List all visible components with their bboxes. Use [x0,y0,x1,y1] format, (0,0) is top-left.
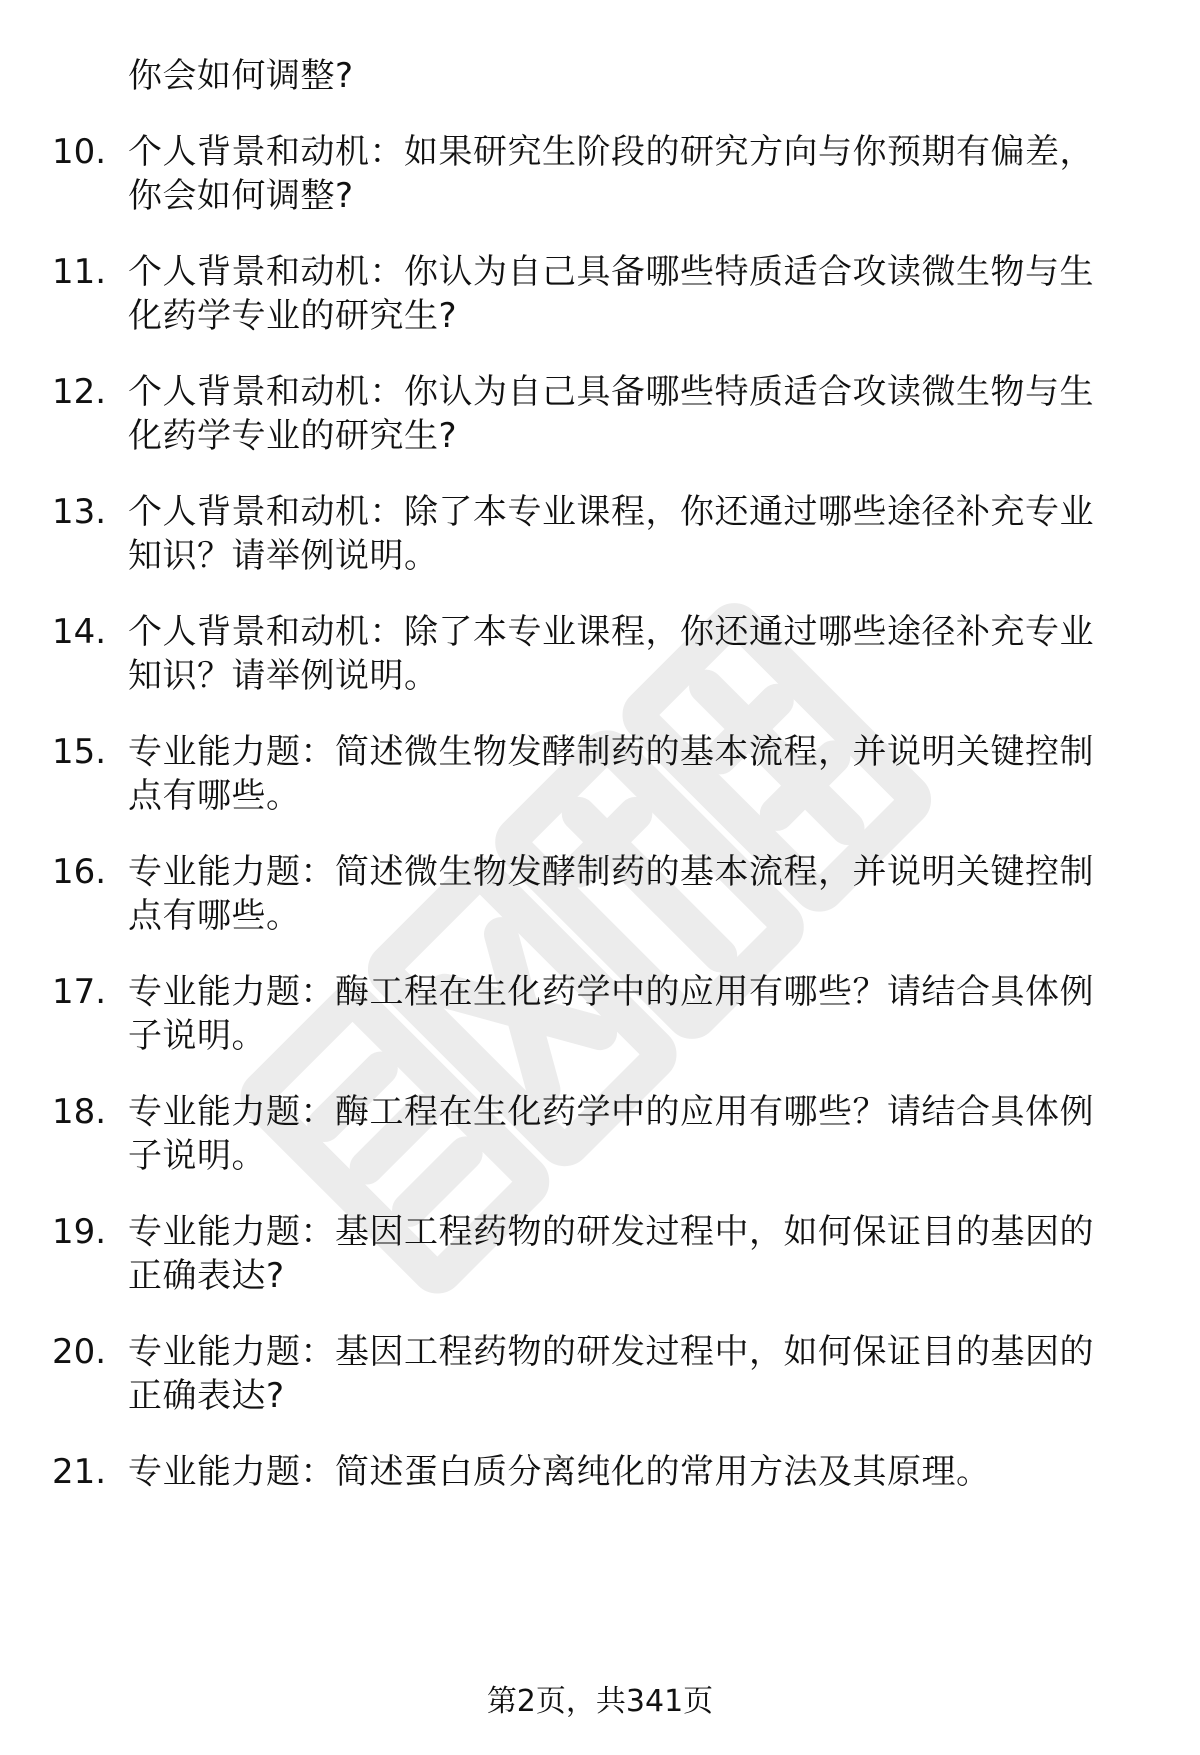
question-text-line: 专业能力题：简述微生物发酵制药的基本流程，并说明关键控制 [128,732,1094,772]
page-footer: 第2页，共341页 [486,1684,714,1719]
question-text-line: 知识？请举例说明。 [128,656,439,696]
question-number: 13. [52,492,107,532]
question-text-line: 专业能力题：简述蛋白质分离纯化的常用方法及其原理。 [128,1452,991,1492]
question-text-line: 专业能力题：基因工程药物的研发过程中，如何保证目的基因的 [128,1332,1094,1372]
question-number: 16. [52,852,107,892]
question-text-line: 专业能力题：酶工程在生化药学中的应用有哪些？请结合具体例 [128,972,1094,1012]
question-number: 11. [52,252,107,292]
question-text-line: 个人背景和动机：你认为自己具备哪些特质适合攻读微生物与生 [128,252,1094,292]
question-text-line: 专业能力题：简述微生物发酵制药的基本流程，并说明关键控制 [128,852,1094,892]
question-text-line: 个人背景和动机：除了本专业课程，你还通过哪些途径补充专业 [128,492,1094,532]
question-number: 12. [52,372,107,412]
question-text-line: 正确表达? [128,1256,285,1296]
question-text-line: 你会如何调整? [128,176,354,216]
question-text-line: 个人背景和动机：如果研究生阶段的研究方向与你预期有偏差， [128,132,1094,172]
question-text-line: 点有哪些。 [128,896,301,936]
question-number: 14. [52,612,107,652]
question-number: 20. [52,1332,107,1372]
question-text-line: 子说明。 [128,1136,266,1176]
question-continued-line: 你会如何调整? [128,56,354,96]
question-text-line: 化药学专业的研究生? [128,416,458,456]
question-text-line: 专业能力题：基因工程药物的研发过程中，如何保证目的基因的 [128,1212,1094,1252]
question-text-line: 正确表达? [128,1376,285,1416]
question-number: 10. [52,132,107,172]
question-number: 19. [52,1212,107,1252]
question-text-line: 点有哪些。 [128,776,301,816]
question-text-line: 子说明。 [128,1016,266,1056]
question-text-line: 知识？请举例说明。 [128,536,439,576]
question-text-line: 化药学专业的研究生? [128,296,458,336]
question-text-line: 个人背景和动机：你认为自己具备哪些特质适合攻读微生物与生 [128,372,1094,412]
question-number: 17. [52,972,107,1012]
question-number: 18. [52,1092,107,1132]
question-number: 15. [52,732,107,772]
question-text-line: 专业能力题：酶工程在生化药学中的应用有哪些？请结合具体例 [128,1092,1094,1132]
question-number: 21. [52,1452,107,1492]
question-text-line: 个人背景和动机：除了本专业课程，你还通过哪些途径补充专业 [128,612,1094,652]
